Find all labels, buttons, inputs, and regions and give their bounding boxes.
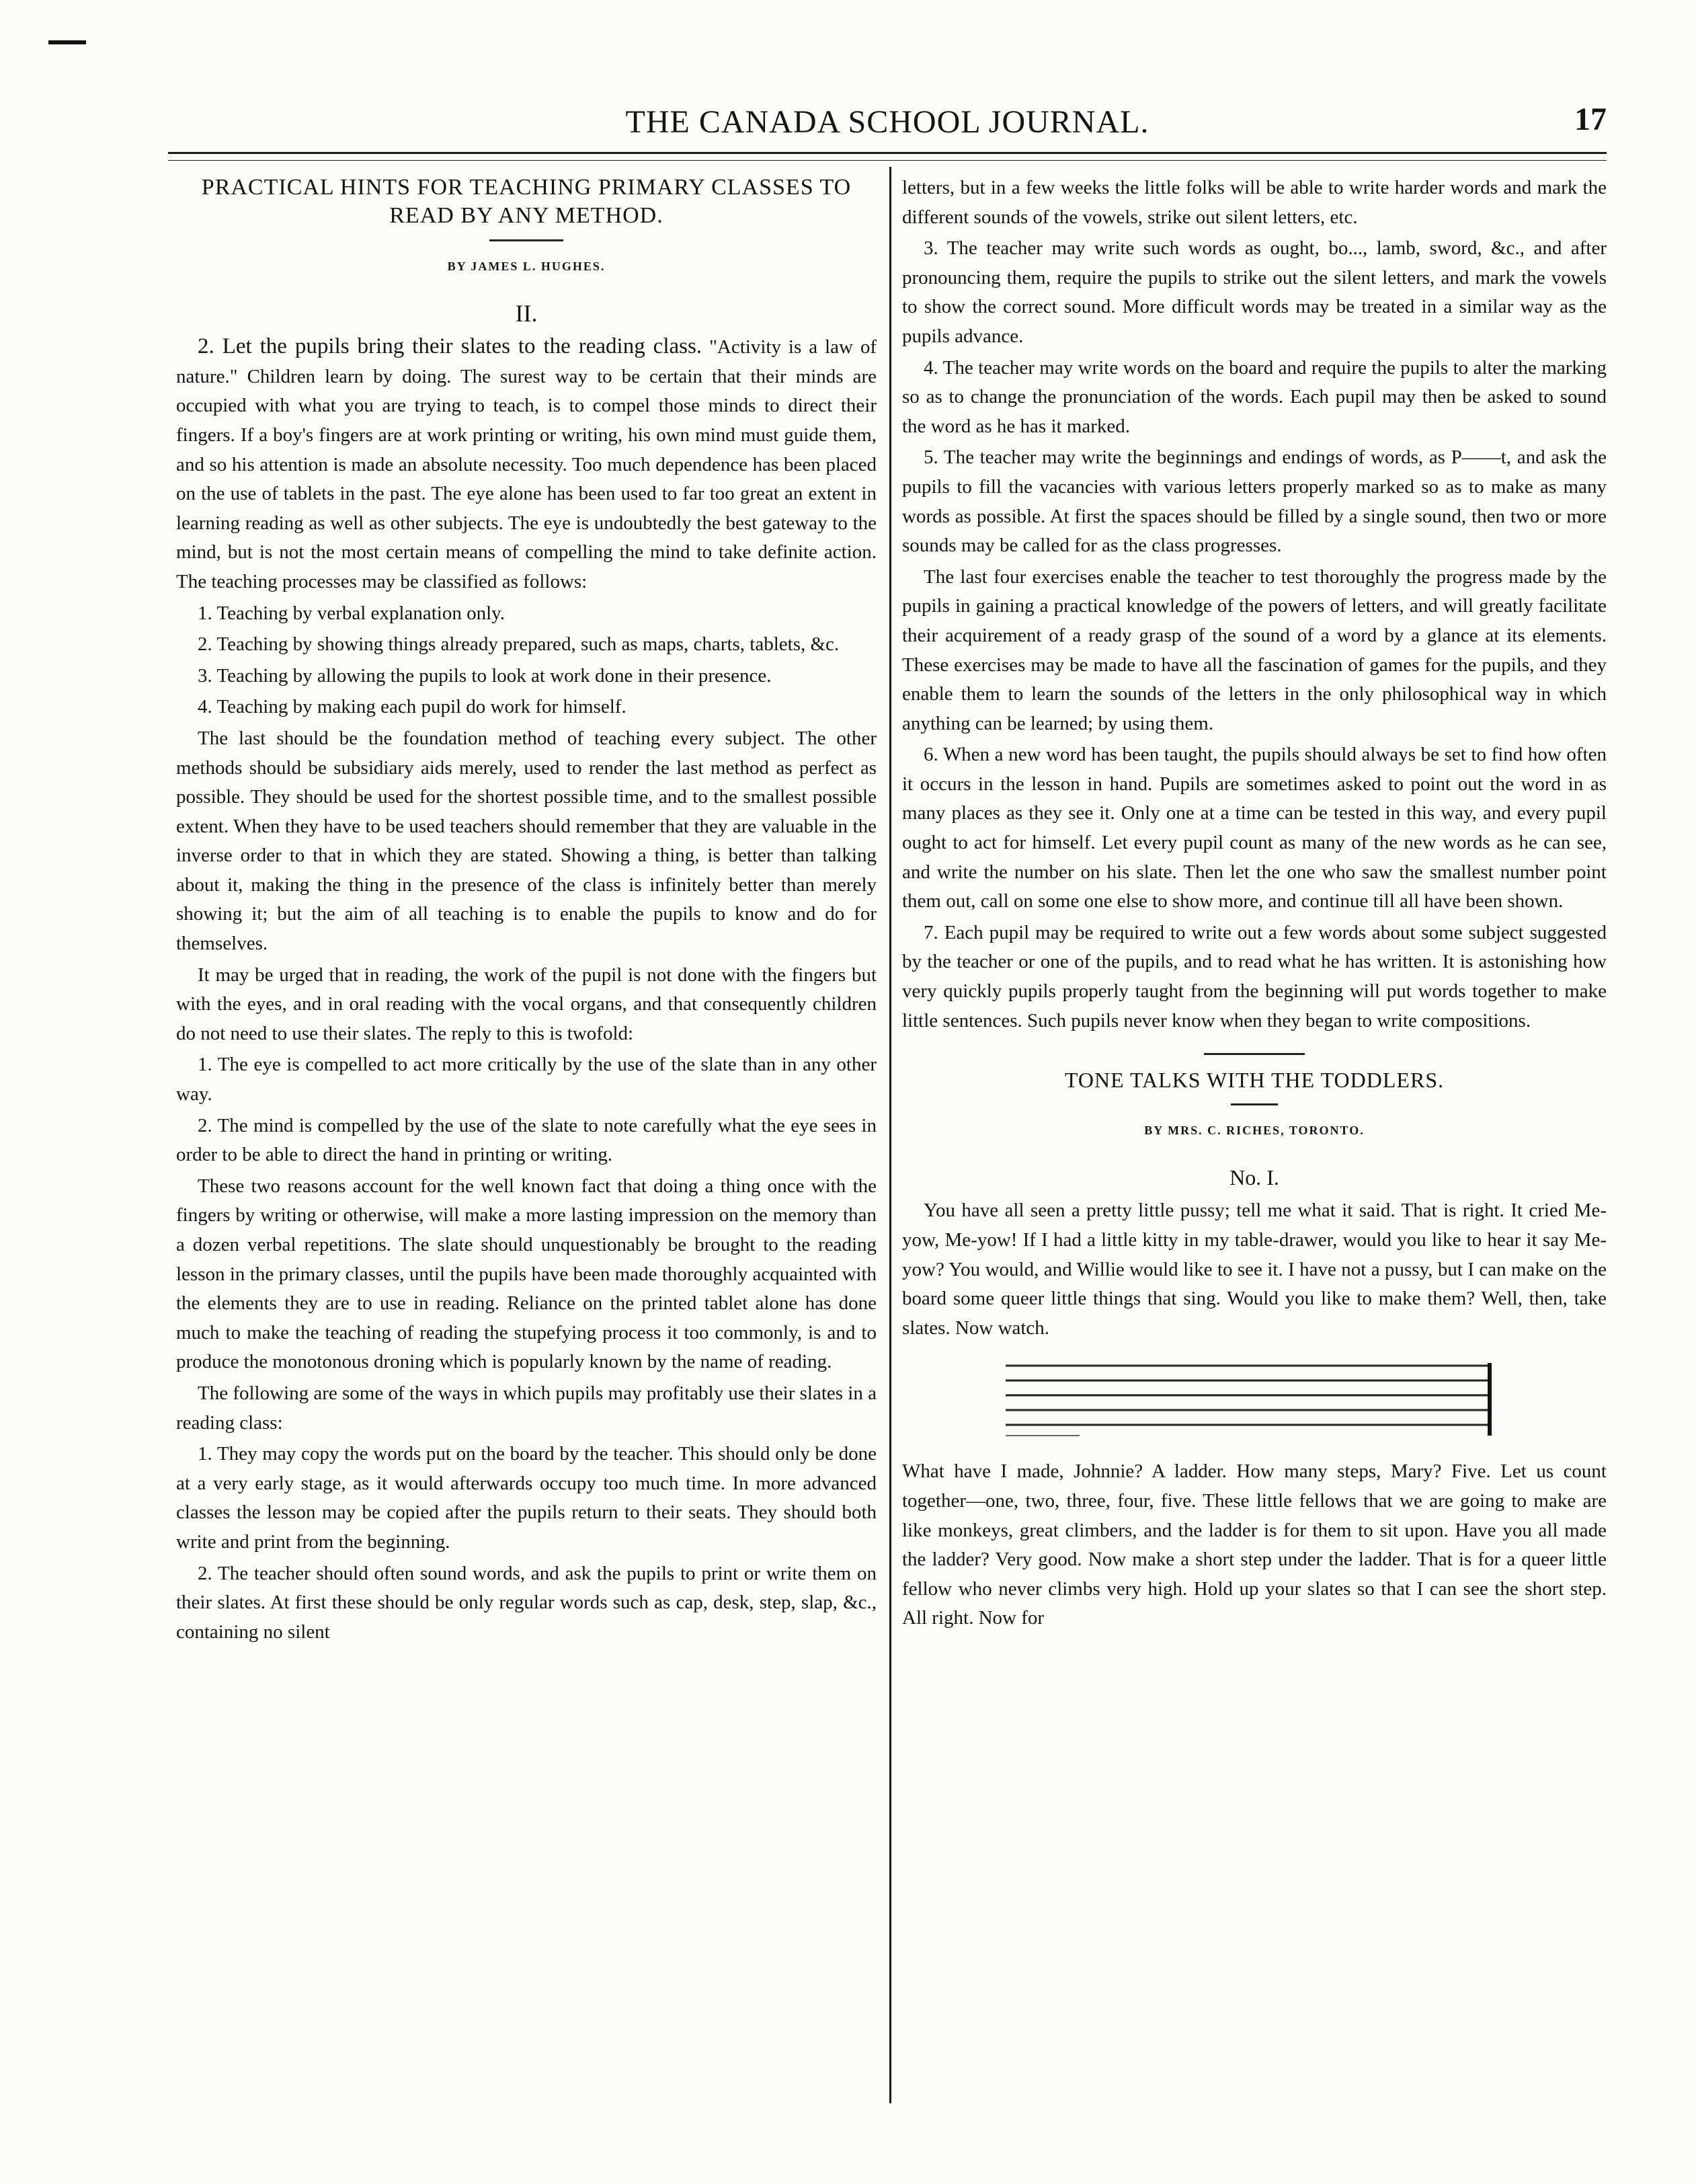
header-rule — [168, 152, 1607, 154]
list-item: 7. Each pupil may be required to write out a few words about some subject suggested by the teacher or one of the pupils, and to read what he has written. It is astonishing how very quickly pupils properly taught from the beginning will put words together to make little sentences. Such pupils never know when they began to write compositions. — [902, 921, 1607, 1031]
list-item: 3. The teacher may write such words as ought, bo..., lamb, sword, &c., and after pronouncing them, require the pupils to strike out the silent letters, and mark the vowels to show the correct sound. More difficult words may be treated in a similar way as the pupils advance. — [902, 237, 1607, 347]
paragraph: What have I made, Johnnie? A ladder. How many steps, Mary? Five. Let us count together—one, two, three, four, five. These little fellows that we are going to make are like monkeys, great climbers, and the ladder is for them to sit upon. Have you all made the ladder? Very good. Now make a short step under the ladder. That is for a queer little fellow who never climbs very high. Hold up your slates so that I can see the short step. All right. Now for — [902, 1460, 1607, 1629]
header-rule-thin — [168, 160, 1607, 161]
right-column — [902, 173, 1607, 1635]
paragraph: The last four exercises enable the teacher to test thoroughly the progress made by the pupils in gaining a practical knowledge of the powers of letters, and will greatly facilitate their acquirement of a ready grasp of the sound of a word by a glance at its elements. These exercises may be made to have all the fascination of games for the pupils, and they enable them to learn the sounds of the letters in the only philosophical way in which anything can be learned; by using them. — [902, 566, 1607, 734]
ladder-staff-figure — [1006, 1360, 1503, 1440]
lead-sentence: 2. Let the pupils bring their slates to the reading class. — [198, 334, 702, 359]
page-number: 17 — [1574, 102, 1607, 137]
list-item: 2. The teacher should often sound words, and ask the pupils to print or write them on their slates. At first these should be only regular words such as cap, desk, step, slap, &c., containing no silent — [176, 1562, 877, 1643]
paragraph — [176, 332, 877, 596]
section-number: II. — [515, 299, 538, 327]
paragraph: These two reasons account for the well known fact that doing a thing once with the fingers by writing or otherwise, will make a more lasting impression on the memory than a dozen verbal repetitions. The slate should unquestionably be brought to the reading lesson in the primary classes, until the pupils have been made thoroughly acquainted with the elements they are to use in reading. Reliance on the printed tablet alone has done much to make the teaching of reading the stupefying process it too commonly, is and to produce the monotonous droning which is popularly known by the name of reading. — [176, 1175, 877, 1373]
left-column — [176, 173, 877, 1649]
journal-title: THE CANADA SCHOOL JOURNAL. — [625, 104, 1149, 140]
list-item: 2. The mind is compelled by the use of the slate to note carefully what the eye sees in order to be able to direct the hand in printing or writing. — [176, 1114, 877, 1166]
article-byline-2: BY MRS. C. RICHES, TORONTO. — [1144, 1124, 1365, 1138]
list-item: 6. When a new word has been taught, the pupils should always be set to find how often it occurs in the lesson in hand. Pupils are sometimes asked to point out the word in as many places as they see it. Only one at a time can be tested in this way, and every pupil ought to act for himself. Let every pupil count as many of the new words as he can see, and write the number on his slate. Then let the one who saw the smallest number point them out, call on some one else to show more, and continue till all have been shown. — [902, 744, 1607, 912]
list-item: 1. The eye is compelled to act more critically by the use of the slate than in any other way. — [176, 1054, 877, 1105]
paragraph: You have all seen a pretty little pussy; tell me what it said. That is right. It cried Me-yow, Me-yow! If I had a little kitty in my table-drawer, would you like to hear it say Me-yow? You would, and Willie would like to see it. I have not a pussy, but I can make on the board some queer little things that sing. Would you like to make them? Well, then, take slates. Now watch. — [902, 1200, 1607, 1339]
heading-rule — [1231, 1103, 1278, 1105]
article-heading-2: TONE TALKS WITH THE TODDLERS. — [1064, 1068, 1445, 1093]
paragraph: The last should be the foundation method of teaching every subject. The other methods should be subsidiary aids merely, used to render the last method as perfect as possible. They should be used for the shortest possible time, and to the smallest possible extent. When they have to be used teachers should remember that they are valuable in the inverse order to that in which they are stated. Showing a thing, is better than talking about it, making the thing in the presence of the class is infinitely better than merely showing it; but the aim of all teaching is to enable the pupils to know and do for themselves. — [176, 727, 877, 955]
margin-dash — [48, 40, 86, 44]
list-item: 5. The teacher may write the beginnings and endings of words, as P——t, and ask the pupils to fill the vacancies with various letters properly marked so as to make as many words as possible. At first the spaces should be filled by a single sound, then two or more sounds may be called for as the class progresses. — [902, 446, 1607, 557]
paragraph: letters, but in a few weeks the little folks will be able to write harder words and mark the different sounds of the vowels, strike out silent letters, etc. — [902, 177, 1607, 228]
paragraph: The following are some of the ways in which pupils may profitably use their slates in a reading class: — [176, 1382, 877, 1434]
list-item: 1. They may copy the words put on the board by the teacher. This should only be done at a very early stage, as it would afterwards occupy too much time. In more advanced classes the lesson may be copied after the pupils return to their seats. They should both write and print from the beginning. — [176, 1443, 877, 1553]
paragraph: It may be urged that in reading, the work of the pupil is not done with the fingers but with the eyes, and in oral reading with the vocal organs, and that consequently children do not need to use their slates. The reply to this is twofold: — [176, 964, 877, 1044]
talk-number: No. I. — [1229, 1165, 1279, 1190]
section-rule — [1204, 1053, 1305, 1055]
list-item: 1. Teaching by verbal explanation only. — [198, 602, 506, 624]
list-item: 4. Teaching by making each pupil do work for himself. — [198, 696, 627, 718]
page-header — [168, 101, 1607, 148]
list-item: 3. Teaching by allowing the pupils to look at work done in their presence. — [198, 664, 772, 687]
column-divider — [889, 167, 891, 2103]
list-item: 2. Teaching by showing things already prepared, such as maps, charts, tablets, &c. — [198, 633, 840, 656]
article-byline: BY JAMES L. HUGHES. — [447, 260, 606, 273]
paragraph-text: "Activity is a law of nature." Children learn by doing. The surest way to be certain that their minds are occupied with what you are trying to teach, is to compel those minds to direct their fingers. If a boy's fingers are at work printing or writing, his own mind must guide them, and so his attention is made an absolute necessity. Too much dependence has been placed on the use of tablets in the past. The eye alone has been used to far too great an extent in learning reading as well as other subjects. The eye is undoubtedly the best gateway to the mind, but is not the most certain means of compelling the mind to take definite action. The teaching processes may be classified as follows: — [176, 336, 877, 592]
heading-rule — [489, 239, 563, 241]
article-heading: PRACTICAL HINTS FOR TEACHING PRIMARY CLASSES TO READ BY ANY METHOD. — [201, 175, 852, 228]
list-item: 4. The teacher may write words on the board and require the pupils to alter the marking so as to change the pronunciation of the words. Each pupil may then be asked to sound the word as he has it marked. — [902, 356, 1607, 437]
